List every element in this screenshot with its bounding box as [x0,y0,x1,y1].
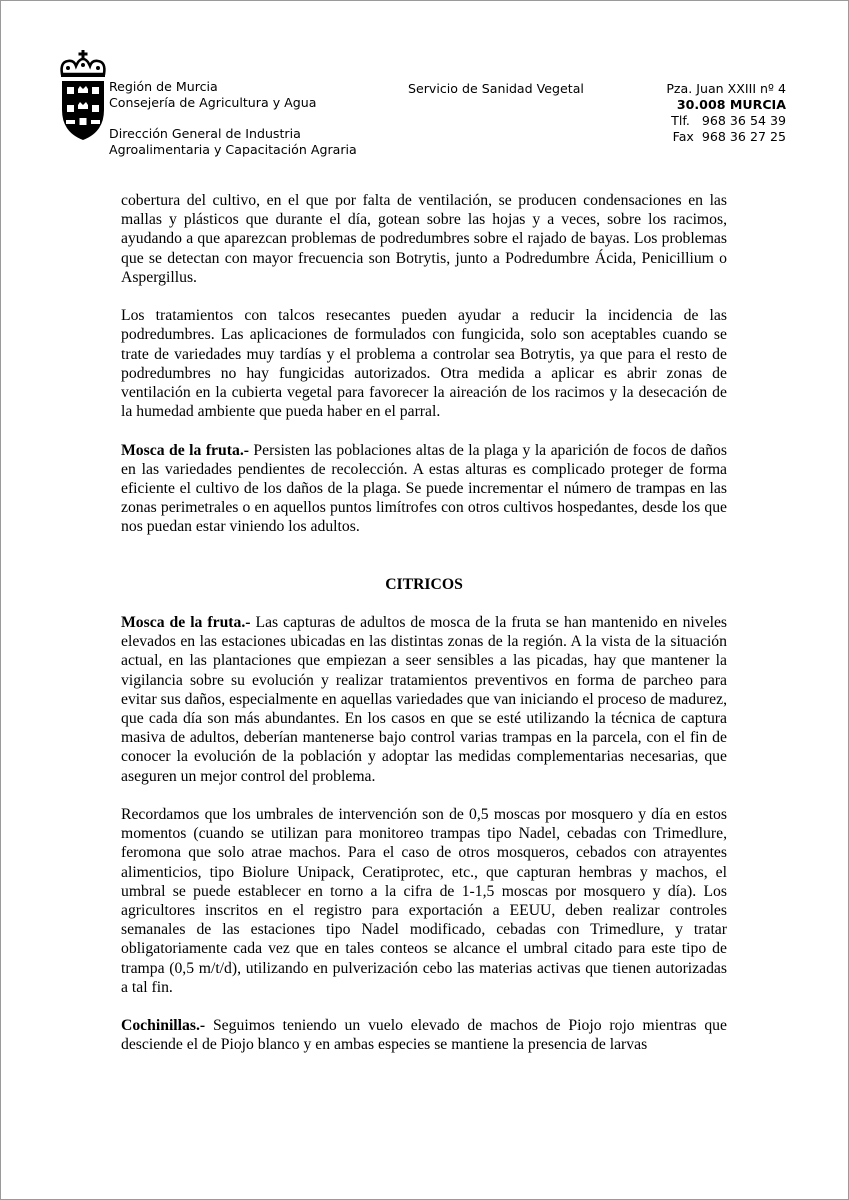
address-city: 30.008 MURCIA [676,97,786,112]
paragraph-treatments: Los tratamientos con talcos resecantes pueden ayudar a reducir la incidencia de las podredumbres. Las aplicaciones de formulados con fungicida, solo son aceptables cuando se trate de variedades muy tardías y el problema a controlar sea Botrytis, ya que para el resto de podredumbres no hay fungicidas autorizados. Otra medida a aplicar es abrir zonas de ventilación en la cubierta vegetal para favorecer la aireación de los racimos y la desecación de la humedad ambiente que pueda haber en el parral. [121,307,727,421]
address-block [666,81,786,145]
paragraph-fruit-fly-citrus [121,613,727,786]
text-cochinillas: Seguimos teniendo un vuelo elevado de machos de Piojo rojo mientras que desciende el de Piojo blanco y en ambas especies se mantiene la presencia de larvas [121,1017,727,1054]
org-directorate-line2: Agroalimentaria y Capacitación Agraria [109,142,357,157]
paragraph-fruit-fly-grapes [121,441,727,537]
section-title-citricos: CITRICOS [385,575,463,593]
text-fruit-fly-grapes: Persisten las poblaciones altas de la plaga y la aparición de focos de daños en las variedades pendientes de recolección. A estas alturas es complicado proteger de forma eficiente el cultivo de los daños de la plaga. Se puede incrementar el número de trampas en las zonas perimetrales o en aquellos puntos limítrofes con otros cultivos hospedantes, desde los que nos puedan estar viniendo los adultos. [121,441,727,536]
heading-fruit-fly-grapes: Mosca de la fruta.- [121,441,249,459]
paragraph-thresholds: Recordamos que los umbrales de intervención son de 0,5 moscas por mosquero y día en estos momentos (cuando se utilizan para monitoreo trampas tipo Nadel, cebadas con Trimedlure, feromona que solo atrae machos. Para el caso de otros mosqueros, cebados con atrayentes alimenticios, tipo Biolure Unipack, Ceratiprotec, etc., que capturan hembras y machos, el umbral se puede establecer en torno a la cifra de 1-1,5 moscas por mosquero y día). Los agricultores inscritos en el registro para exportación a EEUU, deben realizar controles semanales de las estaciones tipo Nadel modificado, cebadas con Trimedlure, y tratar obligatoriamente cada vez que en tales conteos se alcance el umbral citado para este tipo de trampa (0,5 m/t/d), utilizando en pulverización cebo las materias activas que tienen autorizadas a tal fin. [121,806,727,996]
heading-fruit-fly-citrus: Mosca de la fruta.- [121,614,251,632]
document-body [121,191,727,1074]
org-directorate: Dirección General de Industria [109,126,301,141]
letterhead [0,0,849,175]
organization-block [109,79,357,158]
org-ministry: Consejería de Agricultura y Agua [109,95,317,110]
paragraph-ventilation: cobertura del cultivo, en el que por falta de ventilación, se producen condensaciones en las mallas y plásticos que durante el día, gotean sobre las hojas y a veces, sobre los racimos, ayudando a que aparezcan problemas de podredumbres sobre el rajado de bayas. Los problemas que se detectan con mayor frecuencia son Botrytis, junto a Podredumbre Ácida, Penicillium o Aspergillus. [121,192,727,286]
region-crest-logo [58,50,108,142]
service-name: Servicio de Sanidad Vegetal [408,81,584,96]
heading-cochinillas: Cochinillas.- [121,1017,206,1035]
org-region: Región de Murcia [109,79,218,94]
address-phone: Tlf. 968 36 54 39 [671,113,786,128]
address-fax: Fax 968 36 27 25 [672,129,786,144]
text-fruit-fly-citrus: Las capturas de adultos de mosca de la fruta se han mantenido en niveles elevados en las estaciones ubicadas en las distintas zonas de la región. A la vista de la situación actual, en las plantaciones que empiezan a seer sensibles a las picadas, hay que mantener la vigilancia sobre su evolución y realizar tratamientos preventivos en forma de parcheo para evitar sus daños, especialmente en aquellas variedades que van iniciando el proceso de madurez, que cada día son más abundantes. En los casos en que se esté utilizando la técnica de captura masiva de adultos, deberían mantenerse bajo control varias trampas en la parcela, con el fin de conocer la evolución de la población y adoptar las medidas complementarias necesarias, que aseguren un mejor control del problema. [121,614,728,785]
paragraph-cochinillas [121,1016,727,1054]
address-street: Pza. Juan XXIII nº 4 [666,81,786,96]
